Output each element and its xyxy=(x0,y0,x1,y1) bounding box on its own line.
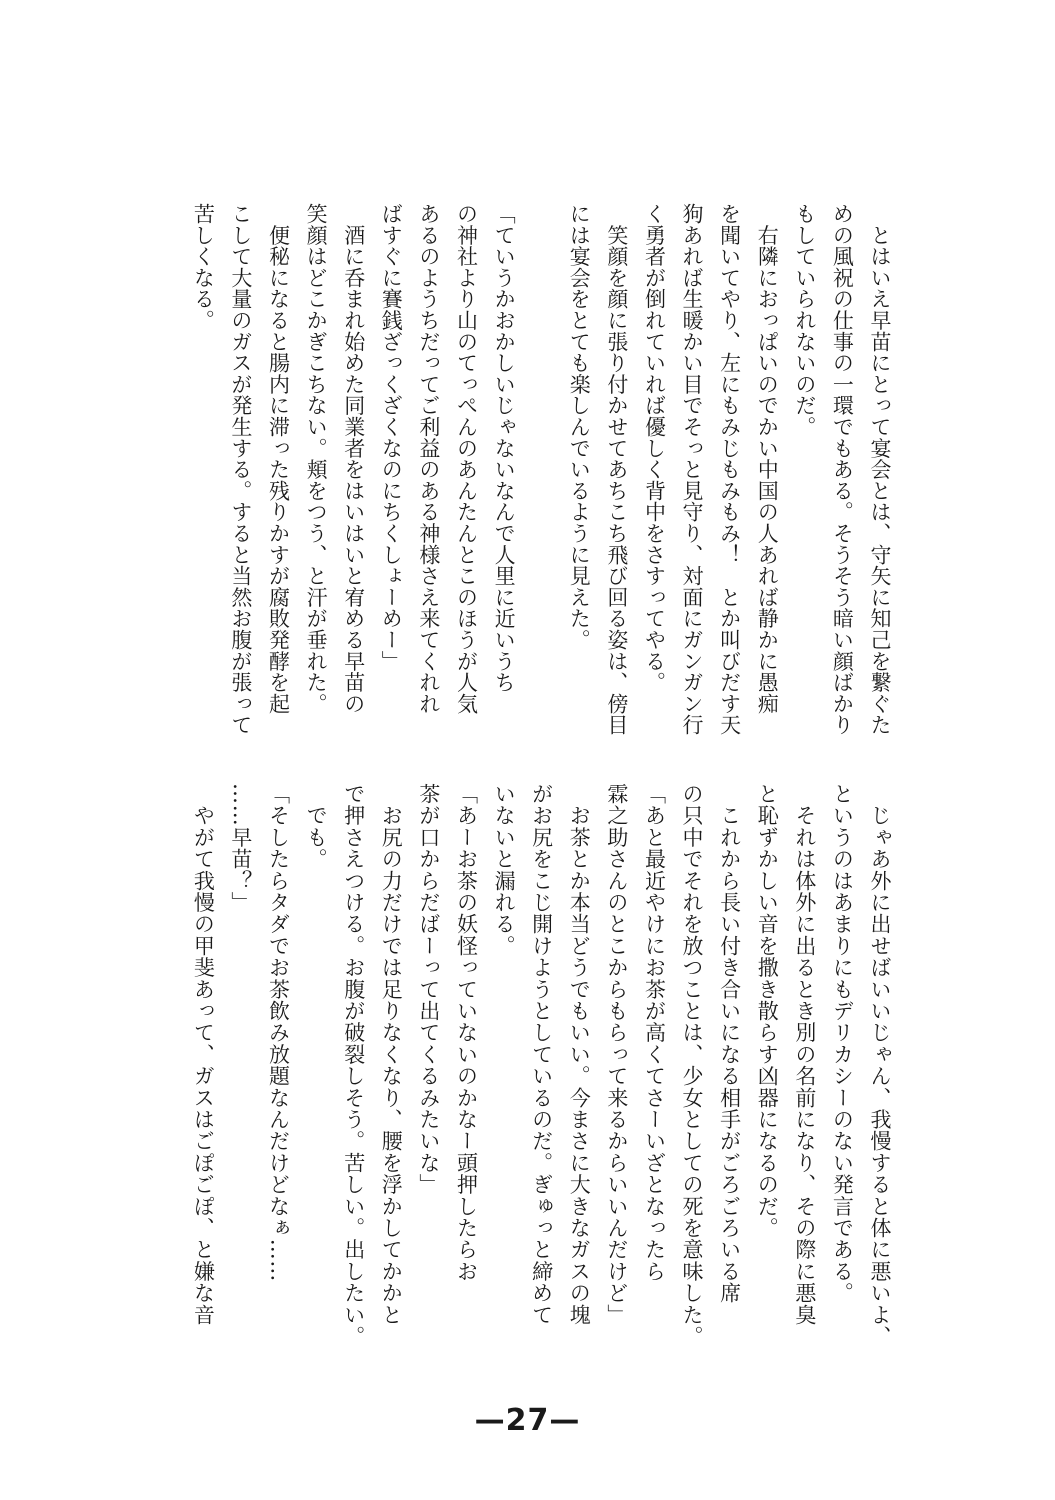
text-line: の神社より山のてっぺんのあんたんとこのほうが人気 xyxy=(454,203,479,715)
text-line: 右隣におっぱいのでかい中国の人あれば静かに愚痴 xyxy=(755,203,780,715)
text-line: には宴会をとても楽しんでいるように見えた。 xyxy=(567,203,592,651)
text-line: がお尻をこじ開けようとしているのだ。ぎゅっと締めて xyxy=(529,783,554,1326)
text-line: く勇者が倒れていれば優しく背中をさすってやる。 xyxy=(642,203,667,693)
text-line: 笑顔はどこかぎこちない。頬をつう、と汗が垂れた。 xyxy=(304,203,329,715)
text-line: それは体外に出るとき別の名前になり、その際に悪臭 xyxy=(792,783,817,1326)
text-line: 茶が口からだばーって出てくるみたいな」 xyxy=(416,783,441,1196)
text-line: ……早苗？」 xyxy=(228,783,253,914)
page-number: —27— xyxy=(474,1403,581,1438)
text-line: これから長い付き合いになる相手がごろごろいる席 xyxy=(717,783,742,1304)
text-line: 苦しくなる。 xyxy=(191,203,216,331)
upper-text-block xyxy=(184,203,898,748)
text-line: 狗あれば生暖かい目でそっと見守り、対面にガンガン行 xyxy=(680,203,705,736)
text-line: もしていられないのだ。 xyxy=(792,203,817,438)
text-line: 「そしたらタダでお茶飲み放題なんだけどなぁ…… xyxy=(266,783,291,1283)
text-line: 「あと最近やけにお茶が高くてさーいざとなったら xyxy=(642,783,667,1283)
text-line: を聞いてやり、左にもみじもみもみ！ とか叫びだす天 xyxy=(717,203,742,736)
text-line: 「あーお茶の妖怪っていないのかなー頭押したらお xyxy=(454,783,479,1283)
text-line: 「ていうかおかしいじゃないなんで人里に近いうち xyxy=(492,203,517,693)
lower-text-block xyxy=(184,783,898,1348)
text-line: お茶とか本当どうでもいい。今まさに大きなガスの塊 xyxy=(567,783,592,1326)
text-line: めの風祝の仕事の一環でもある。そうそう暗い顔ばかり xyxy=(830,203,855,736)
text-line xyxy=(522,203,560,748)
text-line: というのはあまりにもデリカシーのない発言である。 xyxy=(830,783,855,1304)
text-line: 酒に呑まれ始めた同業者をはいはいと宥める早苗の xyxy=(341,203,366,715)
text-line: こして大量のガスが発生する。すると当然お腹が張って xyxy=(228,203,253,736)
text-line: 便秘になると腸内に滞った残りかすが腐敗発酵を起 xyxy=(266,203,291,715)
text-line: やがて我慢の甲斐あって、ガスはごぽごぽ、と嫌な音 xyxy=(191,783,216,1326)
text-line: でも。 xyxy=(304,783,329,870)
text-line: で押さえつける。お腹が破裂しそう。苦しい。出したい。 xyxy=(341,783,366,1348)
text-line: の只中でそれを放つことは、少女としての死を意味した。 xyxy=(680,783,705,1348)
text-line: あるのようちだってご利益のある神様さえ来てくれれ xyxy=(416,203,441,715)
text-line: とはいえ早苗にとって宴会とは、守矢に知己を繋ぐた xyxy=(868,203,892,736)
text-line: と恥ずかしい音を撒き散らす凶器になるのだ。 xyxy=(755,783,780,1239)
text-line: 霖之助さんのとこからもらって来るからいいんだけど」 xyxy=(604,783,629,1326)
text-line: じゃあ外に出せばいいじゃん、我慢すると体に悪いよ、 xyxy=(868,783,892,1348)
text-line: ばすぐに賽銭ざっくざくなのにちくしょーめー」 xyxy=(379,203,404,672)
text-line: いないと漏れる。 xyxy=(492,783,517,957)
text-line: 笑顔を顔に張り付かせてあちこち飛び回る姿は、傍目 xyxy=(604,203,629,736)
text-line: お尻の力だけでは足りなくなり、腰を浮かしてかかと xyxy=(379,783,404,1326)
